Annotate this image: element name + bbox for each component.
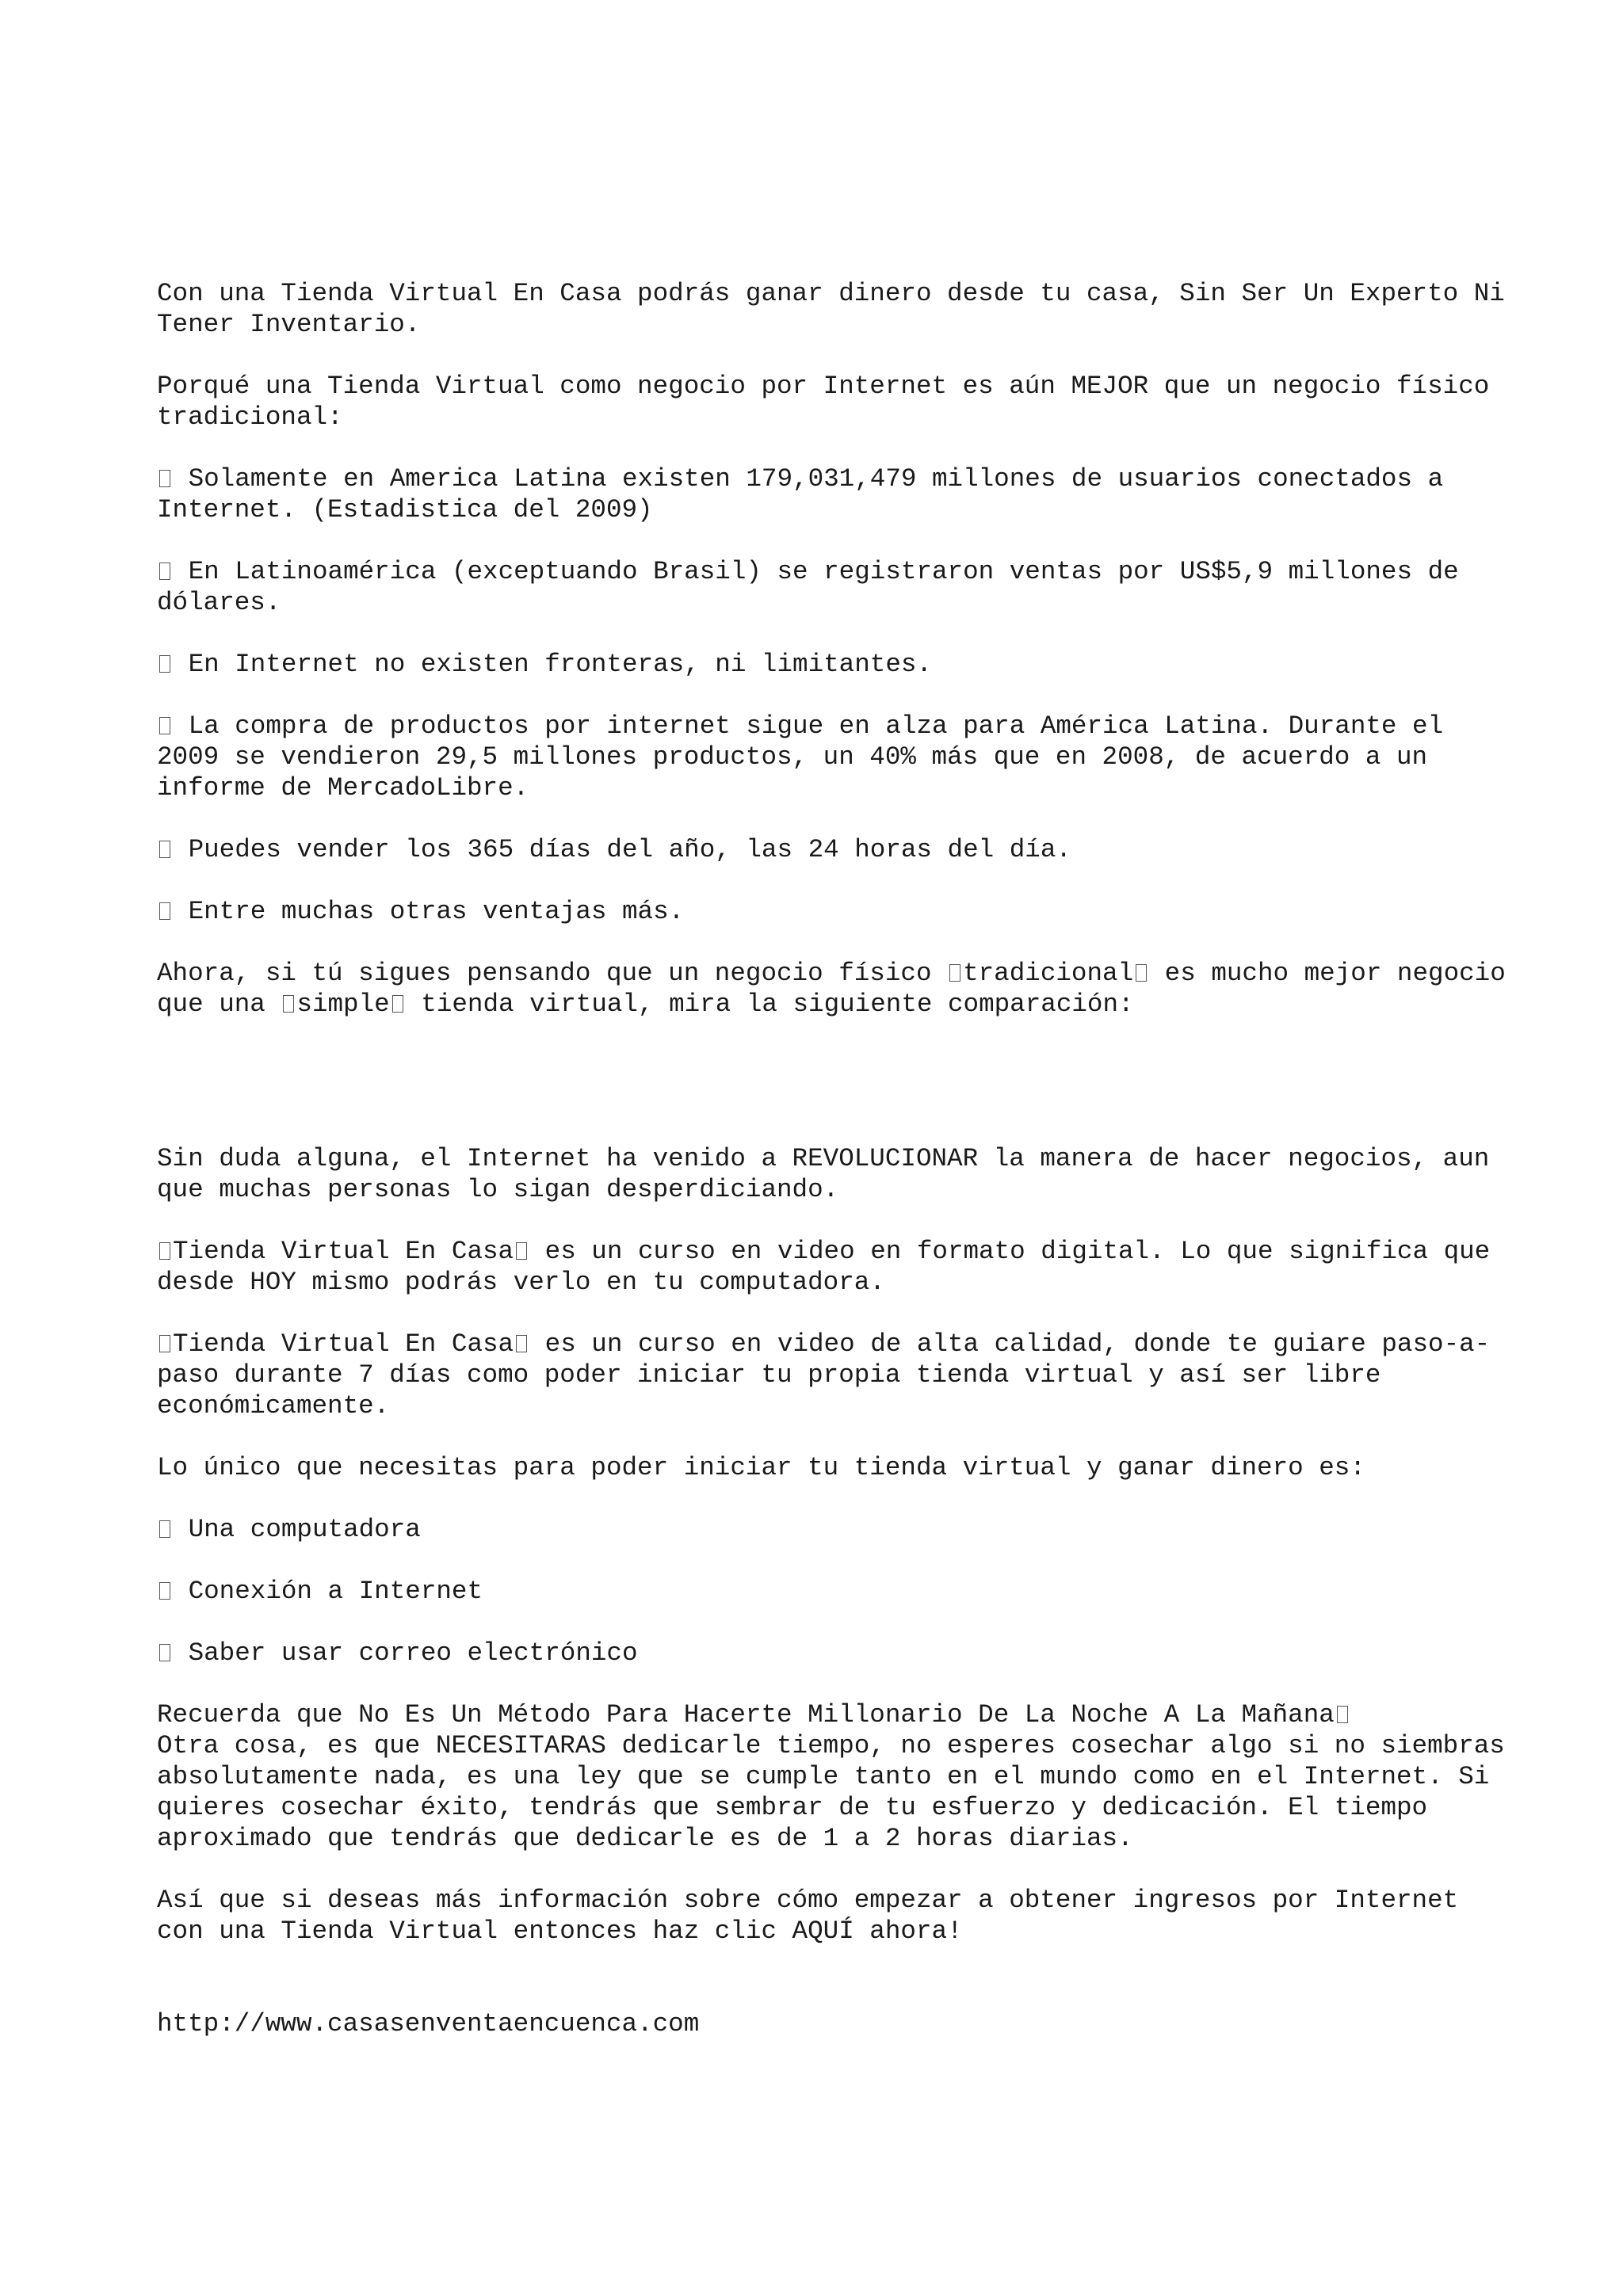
missing-glyph-quote-icon	[1136, 964, 1147, 982]
missing-glyph-quote-icon	[949, 964, 960, 982]
revolution-paragraph: Sin duda alguna, el Internet ha venido a REVOLUCIONAR la manera de hacer negocios, aun que muchas personas lo sigan desperdiciando.	[157, 1144, 1505, 1204]
need-item: Una computadora	[157, 1514, 1520, 1545]
missing-glyph-bullet-icon	[159, 717, 170, 734]
document-body	[157, 278, 1520, 2070]
need-item: Saber usar correo electrónico	[157, 1638, 1520, 1669]
website-link[interactable]: http://www.casasenventaencuenca.com	[157, 2009, 700, 2039]
course-description-2: Tienda Virtual En Casa es un curso en video de alta calidad, donde te guiare paso-a-paso durante 7 días como poder iniciar tu propia tienda virtual y así ser libre económicamente.	[157, 1329, 1491, 1421]
cta-paragraph: Así que si deseas más información sobre cómo empezar a obtener ingresos por Internet con una Tienda Virtual entonces haz clic AQUÍ ahora!	[157, 1886, 1474, 1946]
why-heading: Porqué una Tienda Virtual como negocio por Internet es aún MEJOR que un negocio físico tradicional:	[157, 372, 1505, 432]
missing-glyph-quote-icon	[283, 995, 294, 1013]
intro-paragraph: Con una Tienda Virtual En Casa podrás ganar dinero desde tu casa, Sin Ser Un Experto Ni Tener Inventario.	[157, 279, 1521, 339]
comparison-paragraph: Ahora, si tú sigues pensando que un negocio físico tradicional es mucho mejor negocio que una simple tienda virtual, mira la siguiente comparación:	[157, 959, 1522, 1019]
needs-heading: Lo único que necesitas para poder iniciar tu tienda virtual y ganar dinero es:	[157, 1453, 1365, 1482]
need-item: Conexión a Internet	[157, 1576, 1520, 1607]
blank-gap	[157, 1978, 1520, 2008]
advantage-item: Puedes vender los 365 días del año, las 24 horas del día.	[157, 834, 1520, 865]
advantage-item: En Internet no existen fronteras, ni limitantes.	[157, 649, 1520, 680]
missing-glyph-quote-icon	[159, 1242, 170, 1260]
missing-glyph-bullet-icon	[159, 1520, 170, 1538]
missing-glyph-bullet-icon	[159, 1582, 170, 1600]
reminder-paragraph: Recuerda que No Es Un Método Para Hacerte Millonario De La Noche A La Mañana Otra cosa, es que NECESITARAS dedicarle tiempo, no esperes cosechar algo si no siembras absolutamente nada, es una ley que se cumple tanto en el mundo como en el Internet. Si quieres cosechar éxito, tendrás que sembrar de tu esfuerzo y dedicación. El tiempo aproximado que tendrás que dedicarle es de 1 a 2 horas diarias.	[157, 1700, 1521, 1853]
course-description-1: Tienda Virtual En Casa es un curso en video en formato digital. Lo que significa que desde HOY mismo podrás verlo en tu computadora.	[157, 1237, 1506, 1297]
missing-glyph-quote-icon	[159, 1335, 170, 1352]
advantage-item: La compra de productos por internet sigue en alza para América Latina. Durante el 2009 se vendieron 29,5 millones productos, un 40% más que en 2008, de acuerdo a un informe de MercadoLibre.	[157, 711, 1459, 803]
advantage-item: Solamente en America Latina existen 179,031,479 millones de usuarios conectados a Internet. (Estadistica del 2009)	[157, 464, 1459, 524]
missing-glyph-ellipsis-icon	[1337, 1706, 1348, 1723]
missing-glyph-bullet-icon	[159, 655, 170, 673]
advantage-item: En Latinoamérica (exceptuando Brasil) se registraron ventas por US$5,9 millones de dólares.	[157, 557, 1475, 617]
missing-glyph-quote-icon	[516, 1335, 527, 1352]
url-line[interactable]	[157, 2008, 1520, 2039]
missing-glyph-bullet-icon	[159, 470, 170, 487]
missing-glyph-quote-icon	[516, 1242, 527, 1260]
missing-glyph-bullet-icon	[159, 563, 170, 580]
missing-glyph-bullet-icon	[159, 841, 170, 858]
missing-glyph-quote-icon	[392, 995, 403, 1013]
missing-glyph-bullet-icon	[159, 902, 170, 920]
blank-gap	[157, 1051, 1520, 1143]
missing-glyph-bullet-icon	[159, 1644, 170, 1661]
advantage-item: Entre muchas otras ventajas más.	[157, 896, 1520, 927]
